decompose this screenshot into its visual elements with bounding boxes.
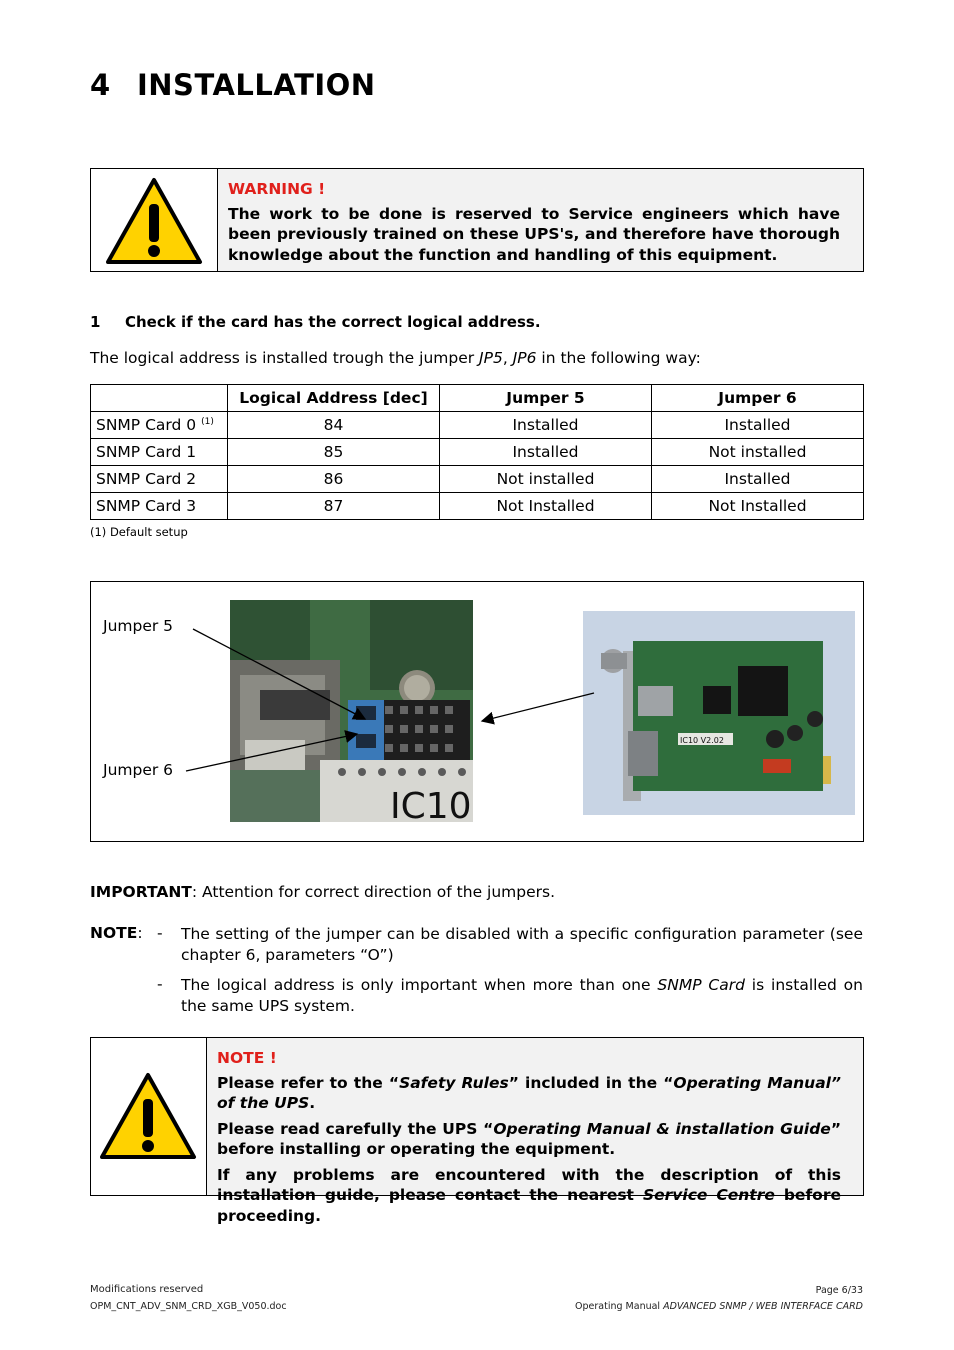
p2-a: Please read carefully the UPS “ <box>217 1119 494 1138</box>
p1-e: . <box>309 1094 316 1112</box>
p1-a: Please refer to the “ <box>217 1073 400 1092</box>
note-colon: : <box>137 924 143 942</box>
warning-text: The work to be done is reserved to Service engineers which have been previously trained on these UPS's, and therefore have thorough knowledge about the function and handling of this equipment. <box>228 204 840 264</box>
notebox-p3 <box>217 1165 841 1227</box>
table-header-cell: Logical Address [dec] <box>228 385 440 412</box>
table-cell-j6: Not Installed <box>652 493 864 520</box>
warning-icon-cell <box>91 169 218 271</box>
footnote-ref: (1) <box>201 416 214 427</box>
note-label <box>90 924 143 942</box>
notebox-title: NOTE ! <box>217 1049 277 1067</box>
footer-right-2-a: Operating Manual <box>575 1301 664 1312</box>
intro-before: The logical address is installed trough the jumper <box>90 349 480 367</box>
p1-d: Operating Manual” of the UPS <box>217 1073 841 1112</box>
p1-c: ” included in the “ <box>508 1073 674 1092</box>
table-cell-card: SNMP Card 1 <box>91 439 228 466</box>
jumper-figure <box>90 581 864 842</box>
p3-a: If any problems are encountered with the description of this installation guide, please contact the nearest <box>217 1165 841 1204</box>
p3-b: Service Centre <box>642 1186 775 1204</box>
footer-right-1: Page 6/33 <box>815 1285 863 1296</box>
table-header-cell: Jumper 6 <box>652 385 864 412</box>
note-item-2-text: The logical address is only important when more than one <box>181 976 658 994</box>
board-label: IC10 V2.02 <box>680 736 724 745</box>
table-cell-card: SNMP Card 2 <box>91 466 228 493</box>
table-row <box>91 439 864 466</box>
section-title: INSTALLATION <box>137 68 376 102</box>
table-cell-j5: Installed <box>440 412 652 439</box>
important-line <box>90 883 555 901</box>
note-icon-cell <box>91 1038 207 1195</box>
table-cell-card <box>91 412 228 439</box>
step-1 <box>90 313 541 331</box>
table-row <box>91 412 864 439</box>
p2-b: Operating Manual & installation Guide <box>493 1119 831 1138</box>
table-row <box>91 493 864 520</box>
intro-jp6: JP6 <box>512 349 537 367</box>
figure-arrows <box>91 582 865 843</box>
step-text: Check if the card has the correct logical address. <box>125 313 541 331</box>
table-cell-address: 84 <box>228 412 440 439</box>
notebox-p2 <box>217 1119 841 1160</box>
warning-box <box>90 168 864 272</box>
table-header-cell: Jumper 5 <box>440 385 652 412</box>
table-cell-j5: Installed <box>440 439 652 466</box>
p2-c: ” before installing or operating the equipment. <box>217 1119 842 1158</box>
warning-icon <box>104 176 204 266</box>
table-cell-card: SNMP Card 3 <box>91 493 228 520</box>
intro-after: in the following way: <box>536 349 701 367</box>
warning-icon <box>98 1071 198 1161</box>
note-item-1: The setting of the jumper can be disabled with a specific configuration parameter (see chapter 6, parameters “O”) <box>181 925 863 964</box>
section-number: 4 <box>90 68 111 102</box>
notebox-p1 <box>217 1073 841 1114</box>
table-cell-j6: Installed <box>652 412 864 439</box>
table-cell-j5: Not installed <box>440 466 652 493</box>
table-cell-address: 87 <box>228 493 440 520</box>
note-box <box>90 1037 864 1225</box>
note-item-2-tail: is installed on the same UPS system. <box>181 976 863 1015</box>
important-label: IMPORTANT <box>90 883 192 901</box>
jumper-table <box>90 384 864 520</box>
label-jumper-5: Jumper 5 <box>103 617 174 635</box>
note-item-2 <box>181 975 863 1016</box>
footer-right-2-b: ADVANCED SNMP / WEB INTERFACE CARD <box>663 1301 863 1312</box>
table-cell-address: 86 <box>228 466 440 493</box>
intro-jp5: JP5 <box>479 349 503 367</box>
table-footnote: (1) Default setup <box>90 525 188 539</box>
footer-left-2: OPM_CNT_ADV_SNM_CRD_XGB_V050.doc <box>90 1301 287 1312</box>
section-heading <box>90 68 376 102</box>
warning-title: WARNING ! <box>228 180 326 198</box>
footer-left-1: Modifications reserved <box>90 1284 204 1295</box>
note-dash: - <box>157 975 163 993</box>
intro-sep: , <box>502 349 513 367</box>
table-cell-j5: Not Installed <box>440 493 652 520</box>
ic10-label: IC10 <box>390 786 472 822</box>
note-label-text: NOTE <box>90 924 138 942</box>
label-jumper-6: Jumper 6 <box>103 761 174 779</box>
note-dash: - <box>157 924 163 942</box>
table-row <box>91 466 864 493</box>
important-text: : Attention for correct direction of the jumpers. <box>191 883 556 901</box>
table-cell-j6: Installed <box>652 466 864 493</box>
table-cell-address: 85 <box>228 439 440 466</box>
footer-right-2 <box>575 1301 863 1312</box>
table-header-row <box>91 385 864 412</box>
note-item-2-em: SNMP Card <box>657 976 745 994</box>
p1-b: Safety Rules <box>399 1073 509 1092</box>
step-number: 1 <box>90 313 101 331</box>
p3-c: before proceeding. <box>217 1186 841 1225</box>
intro-text <box>90 349 701 367</box>
card-name: SNMP Card 0 <box>96 416 197 434</box>
table-header-cell <box>91 385 228 412</box>
table-cell-j6: Not installed <box>652 439 864 466</box>
